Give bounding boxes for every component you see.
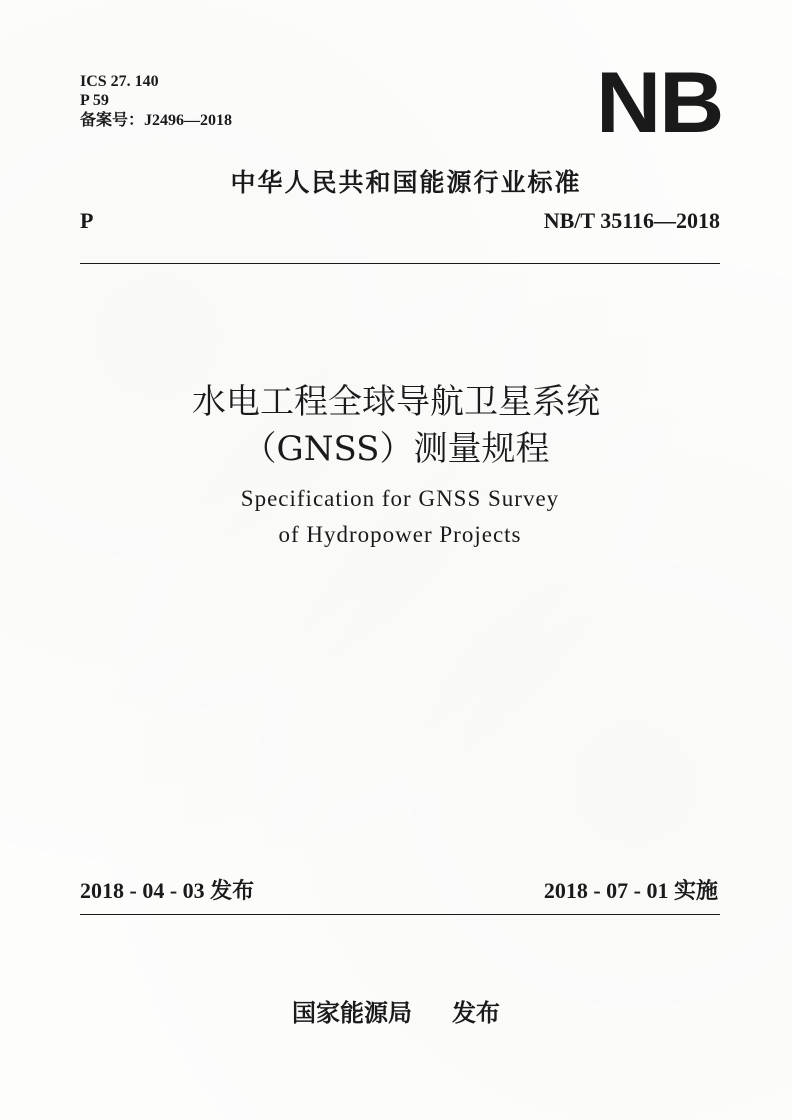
- nb-logo: NB: [595, 55, 722, 151]
- issue-date-line: [80, 874, 254, 905]
- publisher-line: [0, 993, 792, 1028]
- english-title-line-2: of Hydropower Projects: [278, 522, 522, 547]
- record-number-line: [80, 110, 232, 130]
- chinese-title-line-2: （GNSS）测量规程: [242, 429, 550, 469]
- ccs-code: P 59: [80, 92, 109, 109]
- record-number: J2496—2018: [144, 112, 233, 129]
- issue-label: 发布: [210, 879, 255, 904]
- top-divider: [80, 263, 720, 264]
- record-number-label: 备案号：: [80, 110, 145, 129]
- metadata-block: [80, 72, 232, 130]
- bottom-divider: [80, 914, 720, 915]
- publisher-action: 发布: [452, 999, 500, 1027]
- implementation-date: 2018 - 07 - 01: [543, 878, 669, 903]
- english-title-line-1: Specification for GNSS Survey: [240, 486, 560, 511]
- standard-number: NB/T 35116—2018: [543, 208, 720, 233]
- ics-code: ICS 27. 140: [80, 73, 159, 90]
- implementation-date-line: [544, 874, 718, 905]
- chinese-title-line-1: 水电工程全球导航卫星系统: [192, 382, 600, 422]
- issue-date: 2018 - 04 - 03: [80, 878, 205, 903]
- classification-code: P: [80, 208, 94, 233]
- standard-type-heading: 中华人民共和国能源行业标准: [230, 168, 582, 197]
- publisher-name: 国家能源局: [292, 999, 412, 1027]
- implementation-label: 实施: [673, 879, 718, 904]
